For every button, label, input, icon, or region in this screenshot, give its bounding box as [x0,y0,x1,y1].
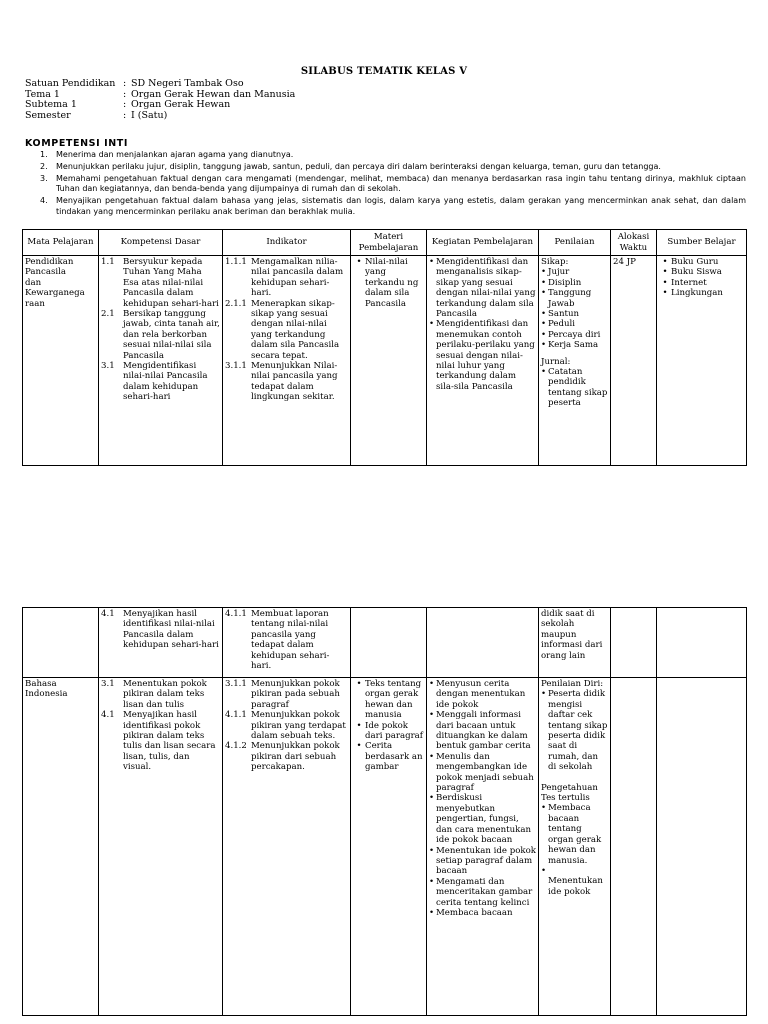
bullet-icon: • [429,679,435,689]
cell-kd: 4.1 Menyajikan hasil identifikasi nilai-nilai Pancasila dalam kehidupan sehari-hari [99,608,223,678]
cell-kegiatan: • Mengidentifikasi dan menganalisis sikap-sikap yang sesuai dengan nilai-nilai yang terkandung dalam sila Pancasila • Mengidentifikasi dan menemukan contoh perilaku-perilaku yang sesuai dengan nilai-nilai luhur yang terkandung dalam sila-sila Pancasila [427,256,539,466]
bullet-icon: • [541,288,547,299]
bullet-icon: • [541,277,547,288]
bullet-icon: • [541,865,547,876]
table-row [23,608,747,678]
bullet-icon: • [541,803,547,814]
cell-indikator: 4.1.1 Membuat laporan tentang nilai-nilai pancasila yang tedapat dalam kehidupan sehari-hari. [223,608,351,678]
bullet-icon: • [662,267,668,278]
bullet-icon: • [429,257,435,267]
cell-alokasi: 24 JP [611,256,657,466]
syllabus-table-part-1 [22,229,747,466]
cell-mapel: Pendidikan Pancasila dan Kewarganega raan [23,256,99,466]
list-item: 4. Menyajikan pengetahuan faktual dalam bahasa yang jelas, sistematis dan logis, dalam karya yang estetis, dalam gerakan yang mencerminkan anak sehat, dan dalam tindakan yang mencerminkan perilaku anak beriman dan berakhlak mulia. [40,196,746,216]
table-row [23,678,747,1016]
bullet-icon: • [541,367,547,378]
table-header-row [23,230,747,256]
list-item: 1. Menerima dan menjalankan ajaran agama yang dianutnya. [40,150,294,159]
cell-sumber: • Buku Guru • Buku Siswa • Internet • Lingkungan [657,256,747,466]
bullet-icon: • [662,288,668,299]
bullet-icon: • [429,793,435,804]
header-kegiatan: Kegiatan Pembelajaran [427,230,539,256]
bullet-icon: • [356,257,362,267]
identity-block [25,79,295,121]
cell-kegiatan: • Menyusun cerita dengan menentukan ide pokok • Menggali informasi dari bacaan untuk dituangkan ke dalam bentuk gambar cerita • Menulis dan mengembangkan ide pokok menjadi sebuah paragraf • Berdiskusi menyebutkan pengertian, fungsi, dan cara menentukan ide pokok bacaan • Menentukan ide pokok setiap paragraf dalam bacaan • Mengamati dan menceritakan gambar cerita tentang kelinci • Membaca bacaan [427,678,539,1016]
bullet-icon: • [662,257,668,267]
header-indikator: Indikator [223,230,351,256]
header-sumber: Sumber Belajar [657,230,747,256]
header-mapel: Mata Pelajaran [23,230,99,256]
cell-indikator: 1.1.1 Mengamalkan nilia-nilai pancasila dalam kehidupan sehari-hari. 2.1.1 Menerapkan sikap-sikap yang sesuai dengan nilai-nilai yang terkandung dalam sila Pancasila secara tepat. 3.1.1 Menunjukkan Nilai-nilai pancasila yang tedapat dalam lingkungan sekitar. [223,256,351,466]
cell-kd: 3.1 Menentukan pokok pikiran dalam teks lisan dan tulis 4.1 Menyajikan hasil identifikasi pokok pikiran dalam teks tulis dan lisan secara lisan, tulis, dan visual. [99,678,223,1016]
bullet-icon: • [541,319,547,330]
meta-row: Tema 1 : Organ Gerak Hewan dan Manusia [25,88,296,100]
header-kd: Kompetensi Dasar [99,230,223,256]
bullet-icon: • [429,319,435,330]
bullet-icon: • [541,689,547,700]
cell-materi: • Nilai-nilai yang terkandu ng dalam sila Pancasila [351,256,427,466]
meta-row: Subtema 1 : Organ Gerak Hewan [25,99,231,110]
bullet-icon: • [662,277,668,288]
header-materi: Materi Pembelajaran [351,230,427,256]
bullet-icon: • [541,267,547,278]
cell-materi: • Teks tentang organ gerak hewan dan manusia • Ide pokok dari paragraf • Cerita berdasark an gambar [351,678,427,1016]
list-item: 3. Memahami pengetahuan faktual dengan cara mengamati (mendengar, melihat, membaca) dan menanya berdasarkan rasa ingin tahu tentang dirinya, makhluk ciptaan Tuhan dan kegiatannya, dan benda-benda yang dijumpainya di rumah dan di sekolah. [40,173,746,194]
bullet-icon: • [429,710,435,721]
cell-penilaian: Penilaian Diri: • Peserta didik mengisi daftar cek tentang sikap peserta didik saat di rumah, dan di sekolah Pengetahuan Tes tertulis • Membaca bacaan tentang organ gerak hewan dan manusia. • Menentukan ide pokok [539,678,611,1016]
cell-penilaian: didik saat di sekolah maupun informasi dari orang lain [539,608,611,678]
cell-kd: 1.1 Bersyukur kepada Tuhan Yang Maha Esa atas nilai-nilai Pancasila dalam kehidupan sehari-hari 2.1 Bersikap tanggung jawab, cinta tanah air, dan rela berkorban sesuai nilai-nilai sila Pancasila 3.1 Mengidentifikasi nilai-nilai Pancasila dalam kehidupan sehari-hari [99,256,223,466]
list-item: 2. Menunjukkan perilaku jujur, disiplin, tanggung jawab, santun, peduli, dan percaya diri dalam berinteraksi dengan keluarga, teman, guru dan tetangga. [40,161,661,171]
bullet-icon: • [429,907,435,918]
document-title: SILABUS TEMATIK KELAS V [300,66,468,77]
bullet-icon: • [429,751,435,762]
table-row [23,256,747,466]
core-competence-heading: KOMPETENSI INTI [25,138,129,149]
bullet-icon: • [356,679,362,689]
bullet-icon: • [541,309,547,320]
core-competence-list [40,150,746,219]
cell-mapel: Bahasa Indonesia [23,678,99,1016]
bullet-icon: • [429,876,435,887]
syllabus-table-part-2 [22,607,747,1016]
header-alokasi: Alokasi Waktu [611,230,657,256]
meta-row: Satuan Pendidikan : SD Negeri Tambak Oso [25,78,244,89]
cell-penilaian: Sikap: • Jujur • Disiplin • Tanggung Jawab • Santun • Peduli • Percaya diri • Kerja Sama Jurnal: • Catatan pendidik tentang sikap peserta [539,256,611,466]
bullet-icon: • [541,329,547,340]
cell-indikator: 3.1.1 Menunjukkan pokok pikiran pada sebuah paragraf 4.1.1 Menunjukkan pokok pikiran yang terdapat dalam sebuah teks. 4.1.2 Menunjukkan pokok pikiran dari sebuah percakapan. [223,678,351,1016]
bullet-icon: • [429,845,435,856]
bullet-icon: • [356,720,362,731]
meta-row: Semester : I (Satu) [25,109,168,121]
bullet-icon: • [541,340,547,351]
bullet-icon: • [356,741,362,752]
header-penilaian: Penilaian [539,230,611,256]
